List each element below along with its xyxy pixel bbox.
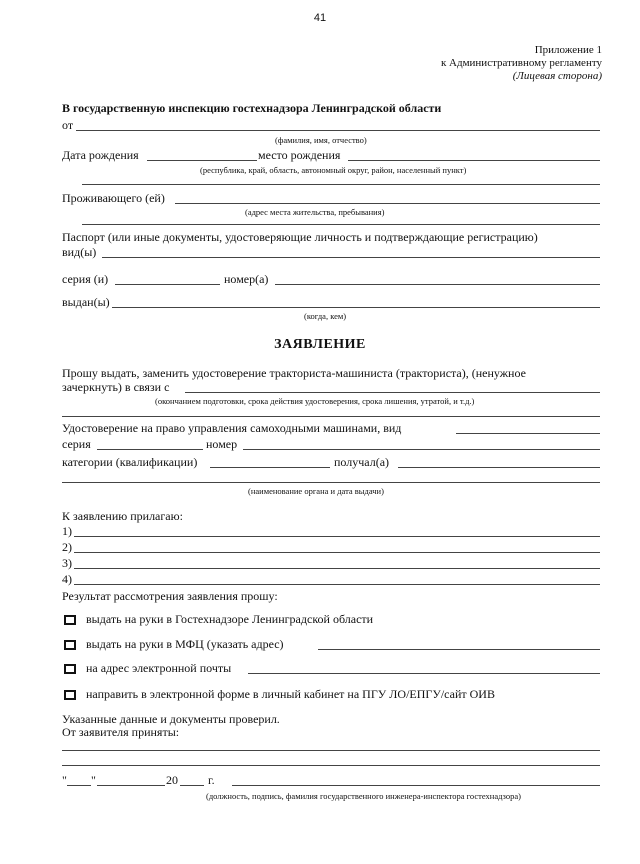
date-year-field[interactable] [180, 785, 204, 786]
hint-address: (адрес места жительства, пребывания) [245, 207, 385, 217]
attach-item-field[interactable] [74, 584, 600, 585]
attach-item-label: 3) [62, 556, 72, 570]
option-checkbox-mfc[interactable] [64, 640, 76, 650]
passport-label: Паспорт (или иные документы, удостоверяющие личность и подтверждающие регистрацию) [62, 230, 538, 244]
birth-date-field[interactable] [147, 160, 257, 161]
date-year-prefix: 20 [166, 773, 178, 787]
kind-field[interactable] [102, 257, 600, 258]
issued-field[interactable] [112, 307, 600, 308]
received-label: получал(а) [334, 455, 390, 469]
received-field[interactable] [398, 467, 600, 468]
attach-item-label: 4) [62, 572, 72, 586]
request-line-1: Прошу выдать, заменить удостоверение тракториста-машиниста (тракториста), (ненужное [62, 366, 526, 380]
number-field[interactable] [243, 449, 600, 450]
hint-organ: (наименование органа и дата выдачи) [248, 486, 384, 496]
hint-signature: (должность, подпись, фамилия государственного инженера-инспектора гостехнадзора) [206, 791, 521, 801]
residing-label: Проживающего (ей) [62, 191, 165, 205]
date-year-suffix: г. [208, 773, 215, 787]
date-open-quote: " [62, 773, 67, 787]
mfc-address-field[interactable] [318, 649, 600, 650]
hint-fio: (фамилия, имя, отчество) [275, 135, 367, 145]
appendix-title: Приложение 1 [534, 44, 602, 56]
birth-place-label: место рождения [258, 148, 341, 162]
series-i-label: серия (и) [62, 272, 109, 286]
option-label-cabinet: направить в электронной форме в личный кабинет на ПГУ ЛО/ЕПГУ/сайт ОИВ [86, 687, 495, 701]
birth-place-field-2[interactable] [82, 184, 600, 185]
accepted-field[interactable] [62, 750, 600, 751]
number-a-label: номер(а) [224, 272, 269, 286]
license-label: Удостоверение на право управления самоходными машинами, вид [62, 421, 402, 435]
kind-label: вид(ы) [62, 245, 97, 259]
hint-when-who: (когда, кем) [304, 311, 347, 321]
accepted-label: От заявителя приняты: [62, 725, 180, 739]
option-checkbox-email[interactable] [64, 664, 76, 674]
issued-label: выдан(ы) [62, 295, 110, 309]
reason-field-2[interactable] [62, 416, 600, 417]
fio-field[interactable] [76, 130, 600, 131]
option-label-email: на адрес электронной почты [86, 661, 232, 675]
series-field[interactable] [97, 449, 203, 450]
organ-field[interactable] [62, 482, 600, 483]
birth-place-field[interactable] [348, 160, 600, 161]
series-i-field[interactable] [115, 284, 220, 285]
result-label: Результат рассмотрения заявления прошу: [62, 589, 278, 603]
addressee: В государственную инспекцию гостехнадзора Ленинградской области [62, 101, 442, 115]
attach-item-field[interactable] [74, 536, 600, 537]
attach-item-label: 2) [62, 540, 72, 554]
option-label-mfc: выдать на руки в МФЦ (указать адрес) [86, 637, 284, 651]
document-title: ЗАЯВЛЕНИЕ [274, 337, 366, 352]
accepted-field-2[interactable] [62, 765, 600, 766]
attach-item-label: 1) [62, 524, 72, 538]
number-a-field[interactable] [275, 284, 600, 285]
number-label: номер [206, 437, 238, 451]
date-month-field[interactable] [97, 785, 165, 786]
appendix-side: (Лицевая сторона) [512, 70, 602, 82]
categories-field[interactable] [210, 467, 330, 468]
page-number: 41 [313, 12, 327, 24]
categories-label: категории (квалификации) [62, 455, 198, 469]
series-label: серия [62, 437, 91, 451]
attach-item-field[interactable] [74, 568, 600, 569]
reason-field[interactable] [185, 392, 600, 393]
option-checkbox-cabinet[interactable] [64, 690, 76, 700]
date-day-field[interactable] [67, 785, 91, 786]
from-label: от [62, 118, 74, 132]
birth-date-label: Дата рождения [62, 148, 139, 162]
date-close-quote: " [91, 773, 96, 787]
attach-label: К заявлению прилагаю: [62, 509, 183, 523]
license-kind-field[interactable] [456, 433, 600, 434]
address-field-2[interactable] [82, 224, 600, 225]
option-checkbox-gtn[interactable] [64, 615, 76, 625]
address-field[interactable] [175, 203, 600, 204]
checked-label: Указанные данные и документы проверил. [62, 712, 280, 726]
attach-item-field[interactable] [74, 552, 600, 553]
signature-field[interactable] [232, 785, 600, 786]
hint-reason: (окончанием подготовки, срока действия удостоверения, срока лишения, утратой, и т.д.) [155, 396, 475, 406]
option-label-gtn: выдать на руки в Гостехнадзоре Ленинградской области [86, 612, 374, 626]
email-field[interactable] [248, 673, 600, 674]
appendix-reference: к Административному регламенту [440, 57, 602, 69]
request-line-2: зачеркнуть) в связи с [62, 380, 170, 394]
hint-birthplace: (республика, край, область, автономный округ, район, населенный пункт) [200, 165, 467, 175]
